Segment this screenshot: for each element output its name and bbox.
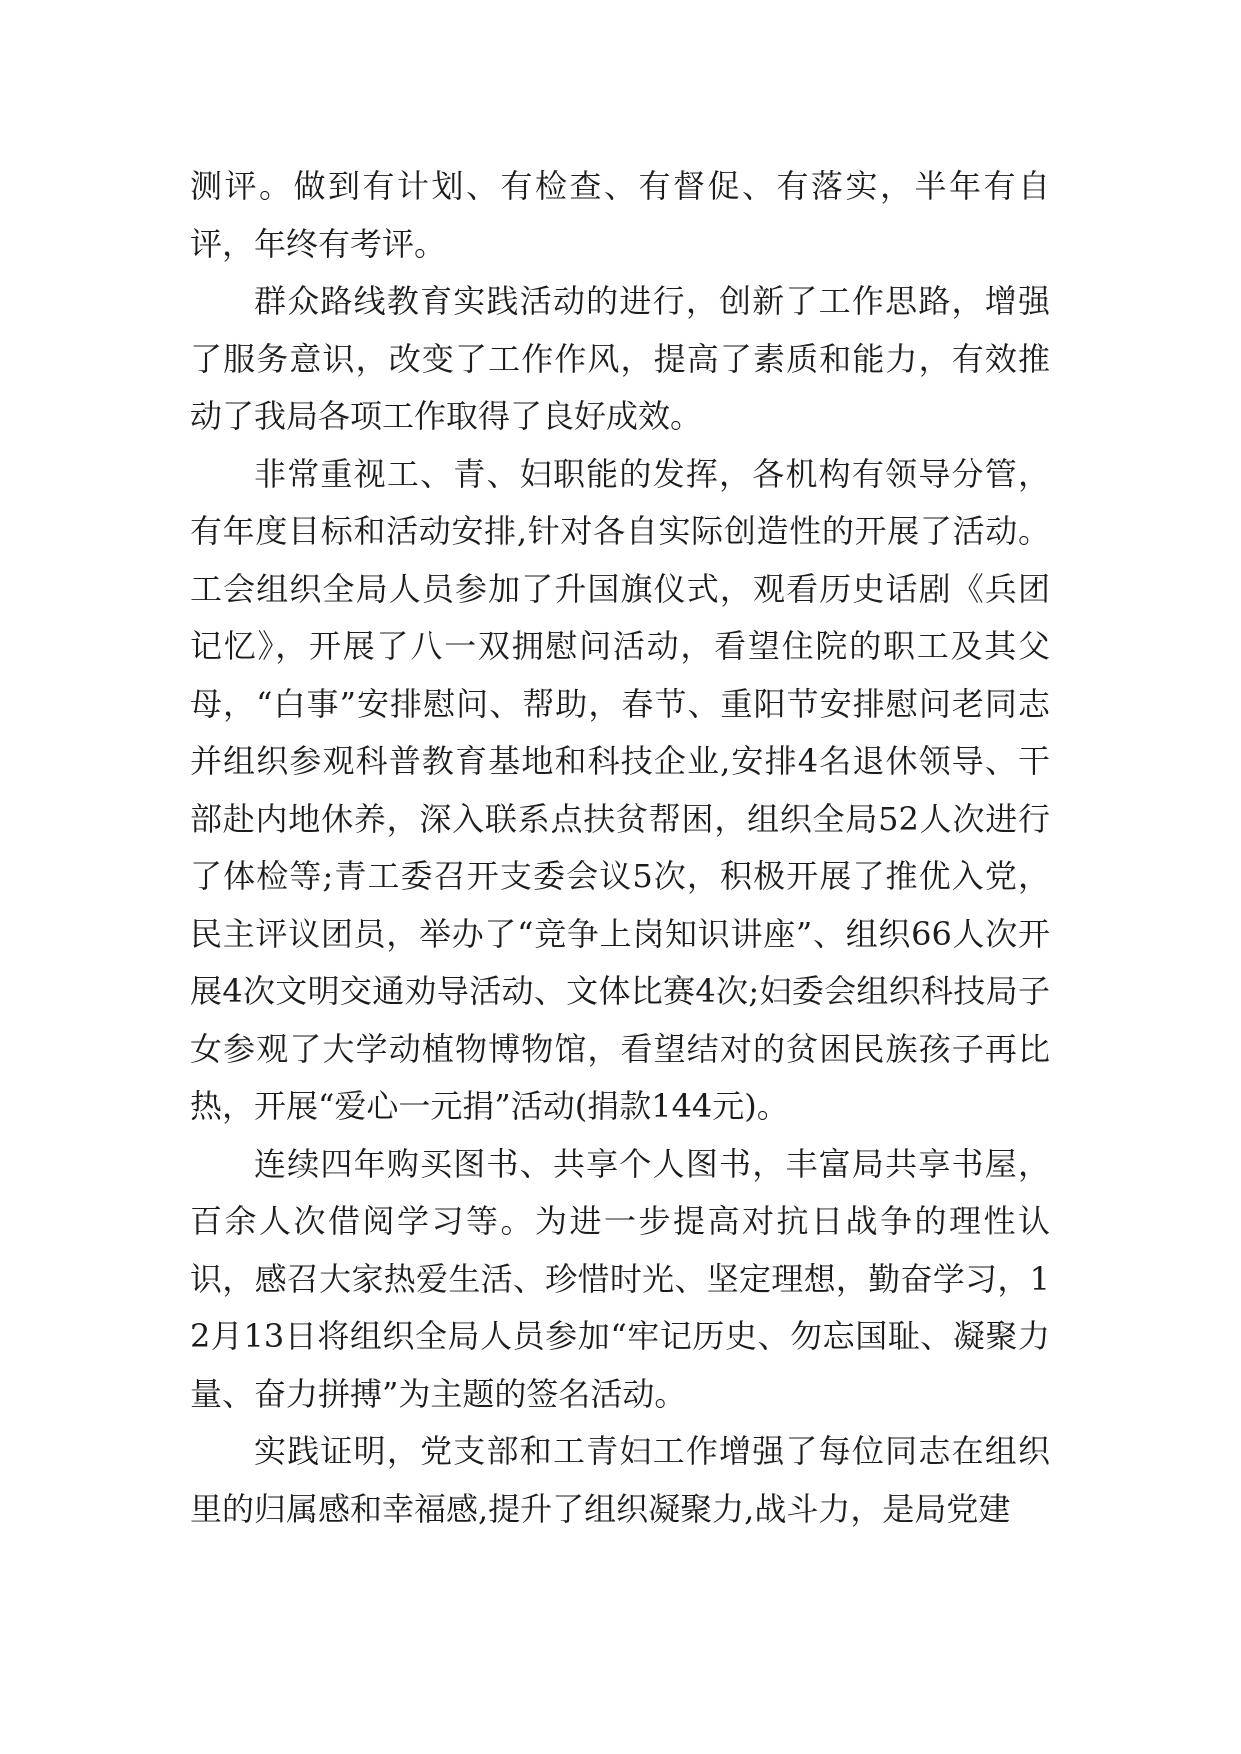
paragraph-1: 测评。做到有计划、有检查、有督促、有落实，半年有自评，年终有考评。 xyxy=(190,167,1050,263)
document-body xyxy=(190,158,1050,1538)
paragraph-2: 群众路线教育实践活动的进行，创新了工作思路，增强了服务意识，改变了工作作风，提高了素质和能力，有效推动了我局各项工作取得了良好成效。 xyxy=(190,282,1050,435)
paragraph-4: 连续四年购买图书、共享个人图书，丰富局共享书屋，百余人次借阅学习等。为进一步提高对抗日战争的理性认识，感召大家热爱生活、珍惜时光、坚定理想，勤奋学习，12月13日将组织全局人员参加“牢记历史、勿忘国耻、凝聚力量、奋力拼搏”为主题的签名活动。 xyxy=(190,1144,1050,1413)
paragraph-3: 非常重视工、青、妇职能的发挥，各机构有领导分管，有年度目标和活动安排,针对各自实际创造性的开展了活动。工会组织全局人员参加了升国旗仪式，观看历史话剧《兵团记忆》，开展了八一双拥慰问活动，看望住院的职工及其父母，“白事”安排慰问、帮助，春节、重阳节安排慰问老同志并组织参观科普教育基地和科技企业,安排4名退休领导、干部赴内地休养，深入联系点扶贫帮困，组织全局52人次进行了体检等;青工委召开支委会议5次，积极开展了推优入党，民主评议团员，举办了“竞争上岗知识讲座”、组织66人次开展4次文明交通劝导活动、文体比赛4次;妇委会组织科技局子女参观了大学动植物博物馆，看望结对的贫困民族孩子再比热，开展“爱心一元捐”活动(捐款144元)。 xyxy=(190,454,1050,1125)
paragraph-5: 实践证明，党支部和工青妇工作增强了每位同志在组织里的归属感和幸福感,提升了组织凝聚力,战斗力，是局党建 xyxy=(190,1432,1050,1528)
